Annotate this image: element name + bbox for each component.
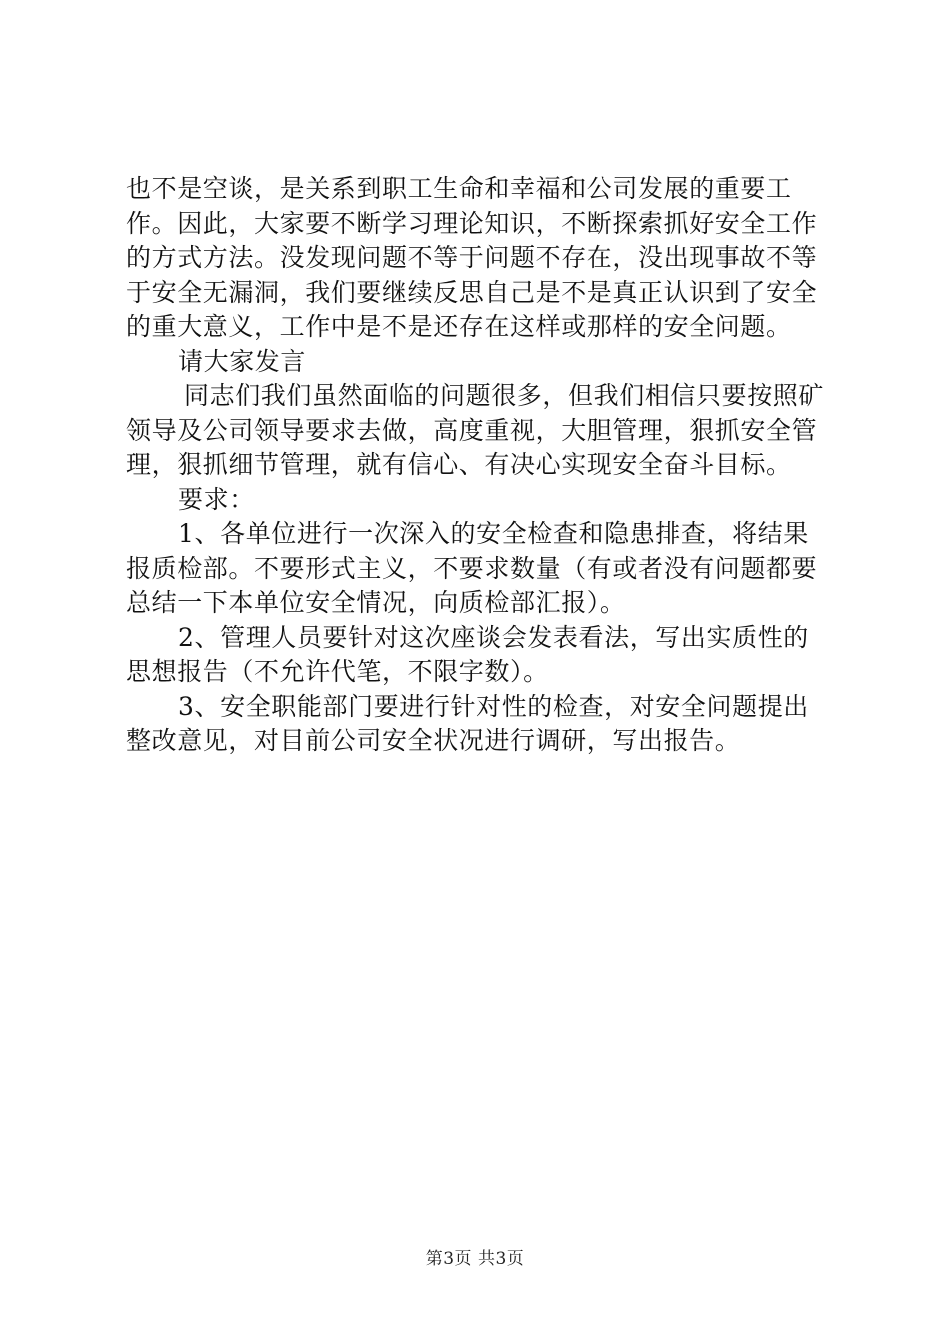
document-body <box>126 172 834 759</box>
paragraph-requirement-1: 1、各单位进行一次深入的安全检查和隐患排查，将结果报质检部。不要形式主义，不要求数量（有或者没有问题都要总结一下本单位安全情况，向质检部汇报）。 <box>126 519 818 617</box>
paragraph-continuation: 也不是空谈，是关系到职工生命和幸福和公司发展的重要工作。因此，大家要不断学习理论知识，不断探索抓好安全工作的方式方法。没发现问题不等于问题不存在，没出现事故不等于安全无漏洞，我们要继续反思自己是不是真正认识到了安全的重大意义，工作中是不是还存在这样或那样的安全问题。 <box>126 174 818 341</box>
paragraph-requirement-2: 2、管理人员要针对这次座谈会发表看法，写出实质性的思想报告（不允许代笔，不限字数）。 <box>126 622 809 686</box>
paragraph-invite-speech: 请大家发言 <box>178 346 307 376</box>
page-number-footer: 第3页 共3页 <box>425 1249 525 1269</box>
paragraph-requirement-3: 3、安全职能部门要进行针对性的检查，对安全问题提出整改意见，对目前公司安全状况进行调研，写出报告。 <box>126 691 809 755</box>
paragraph-requirements-heading: 要求： <box>178 484 255 514</box>
paragraph-confidence: 同志们我们虽然面临的问题很多，但我们相信只要按照矿领导及公司领导要求去做，高度重视，大胆管理，狠抓安全管理，狠抓细节管理，就有信心、有决心实现安全奋斗目标。 <box>126 381 825 479</box>
